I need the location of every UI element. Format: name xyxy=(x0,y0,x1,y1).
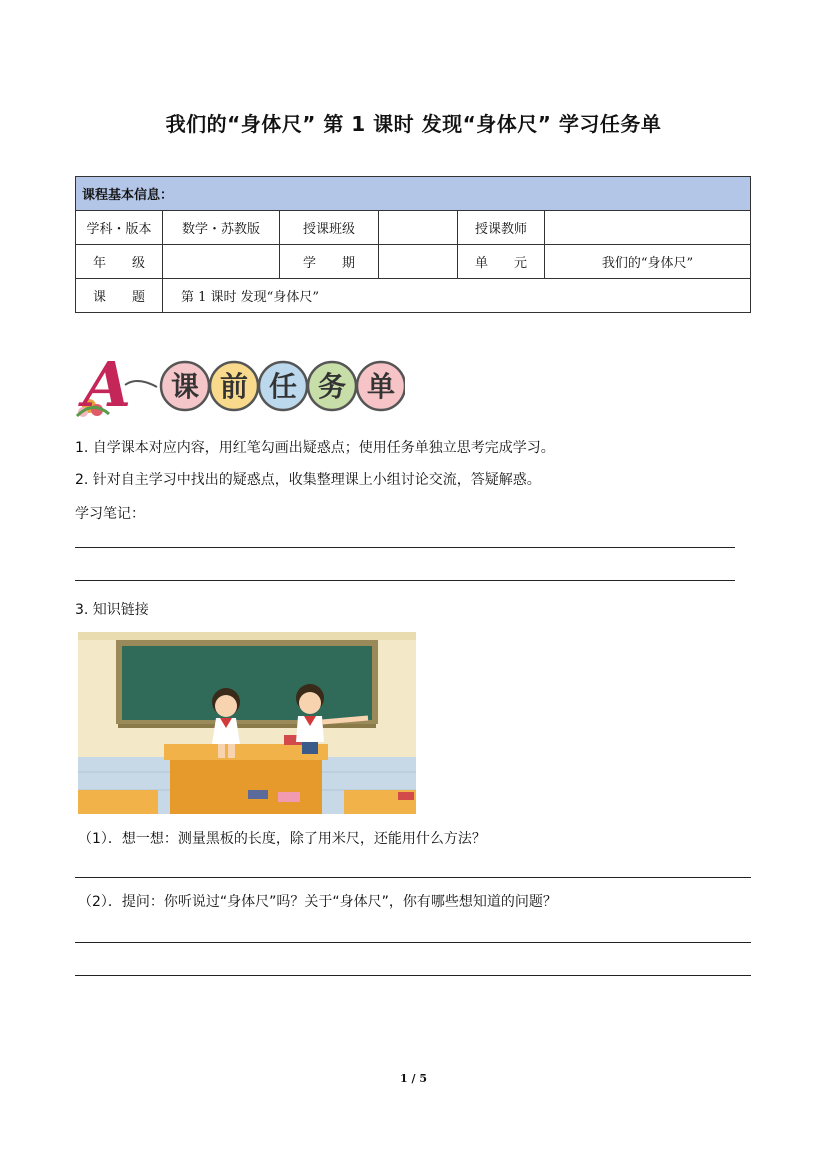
teacher-label: 授课教师 xyxy=(458,211,545,245)
grade-value xyxy=(163,245,280,279)
banner-char: 务 xyxy=(317,370,347,403)
answer-line-3 xyxy=(75,975,751,976)
class-value xyxy=(379,211,458,245)
classroom-illustration xyxy=(78,632,416,814)
banner-char: 前 xyxy=(219,370,249,403)
banner-char: 任 xyxy=(268,370,298,403)
banner-char: 单 xyxy=(366,370,396,403)
pre-class-task-banner xyxy=(75,350,405,420)
subject-value: 数学・苏教版 xyxy=(163,211,280,245)
notes-line-2 xyxy=(75,580,735,581)
answer-line-1 xyxy=(75,877,751,878)
blackboard xyxy=(122,646,372,720)
knowledge-link-label: 3. 知识链接 xyxy=(75,602,149,618)
task-item-2: 2. 针对自主学习中找出的疑惑点，收集整理课上小组讨论交流，答疑解惑。 xyxy=(75,472,541,488)
topic-label: 课 题 xyxy=(76,279,163,313)
course-info-header: 课程基本信息： xyxy=(76,177,751,211)
unit-value: 我们的“身体尺” xyxy=(545,245,751,279)
banner-letter: A xyxy=(83,350,132,420)
notes-label: 学习笔记： xyxy=(75,506,145,522)
question-2: （2）．提问：你听说过“身体尺”吗？关于“身体尺”，你有哪些想知道的问题？ xyxy=(78,894,557,910)
subject-label: 学科・版本 xyxy=(76,211,163,245)
notes-line-1 xyxy=(75,547,735,548)
answer-line-2 xyxy=(75,942,751,943)
unit-label: 单 元 xyxy=(458,245,545,279)
document-title: 我们的“身体尺” 第 1 课时 发现“身体尺” 学习任务单 xyxy=(165,112,662,136)
term-label: 学 期 xyxy=(280,245,379,279)
grade-label: 年 级 xyxy=(76,245,163,279)
banner-char: 课 xyxy=(170,370,200,403)
task-item-1: 1. 自学课本对应内容，用红笔勾画出疑惑点；使用任务单独立思考完成学习。 xyxy=(75,440,555,456)
page-number: 1 / 5 xyxy=(400,1072,427,1085)
question-1: （1）．想一想：测量黑板的长度，除了用米尺，还能用什么方法？ xyxy=(78,831,486,847)
topic-value: 第 1 课时 发现“身体尺” xyxy=(163,279,751,313)
class-label: 授课班级 xyxy=(280,211,379,245)
teacher-value xyxy=(545,211,751,245)
course-info-table xyxy=(75,176,751,313)
term-value xyxy=(379,245,458,279)
